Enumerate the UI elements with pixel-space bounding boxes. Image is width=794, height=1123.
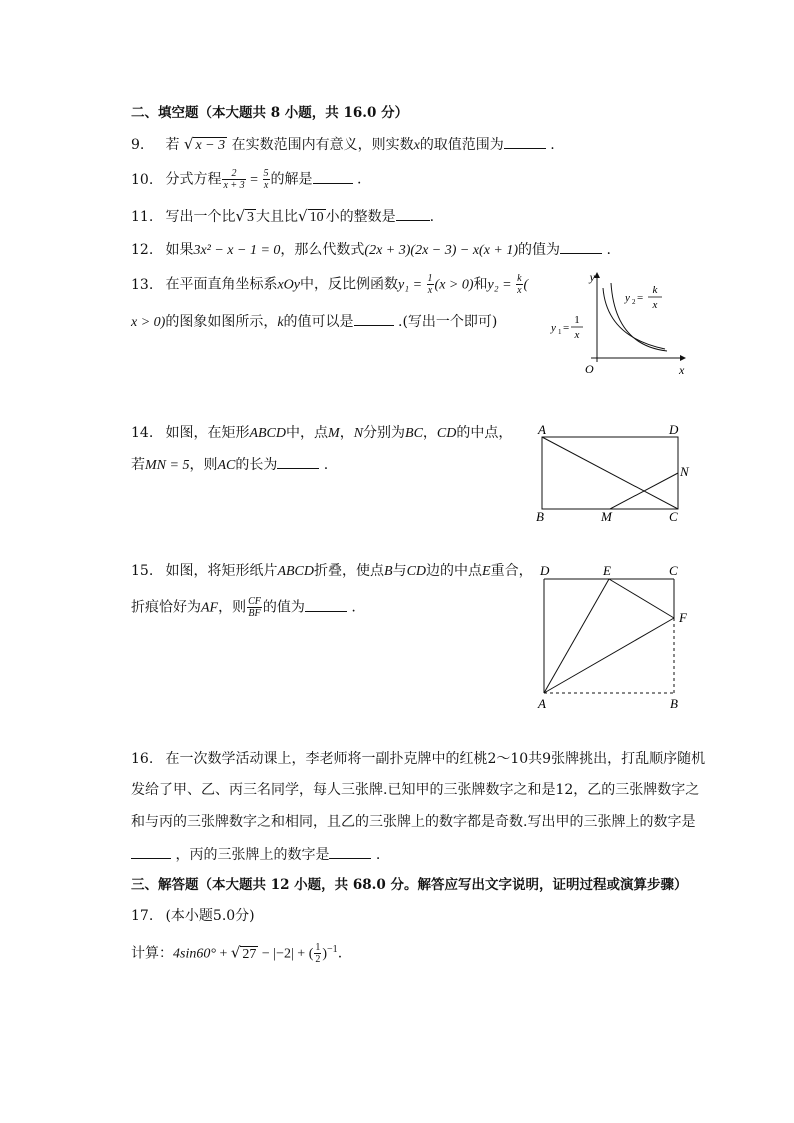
figure-13-graph — [545, 265, 695, 380]
q14-m: M — [328, 426, 340, 441]
label-d: D — [669, 422, 679, 437]
q15-fraction: $\frac{CF}{BF}$ — [248, 596, 261, 619]
q15-text: 的值为 — [262, 599, 305, 616]
q17-fraction: $\frac{1}{2}$ — [315, 942, 321, 966]
q10-pre: 分式方程 — [165, 171, 222, 188]
y2-eq: = — [637, 292, 644, 304]
q15-number: 15. — [131, 563, 154, 579]
label-a: A — [538, 422, 546, 437]
q17-paren-close: ) — [322, 946, 328, 962]
question-13-line-2 — [131, 311, 497, 333]
q13-text: 的值可以是 — [283, 314, 354, 330]
q13-k: k — [277, 315, 284, 330]
label-e: E — [603, 563, 611, 578]
q10-number: 10. — [131, 171, 154, 188]
label-f: F — [679, 610, 687, 625]
question-17-header — [131, 906, 255, 926]
q15-af: AF — [201, 600, 219, 616]
y1-label: y — [551, 322, 556, 334]
q10-fraction-2: $\frac{5}{x}$ — [263, 168, 269, 191]
q14-text: 如图，在矩形 — [165, 425, 250, 441]
q13-xoy: xOy — [277, 277, 300, 293]
question-15-line-1 — [131, 561, 533, 582]
q16-end: . — [375, 847, 381, 863]
question-16-line-2: 发给了甲、乙、丙三名同学，每人三张牌.已知甲的三张牌数字之和是12，乙的三张牌数字之 — [131, 782, 700, 798]
q9-number: 9. — [131, 137, 145, 153]
q12-answer-blank[interactable] — [560, 239, 602, 254]
q12-expr-1: 3x² − x − 1 = 0 — [193, 243, 281, 258]
y1-numerator: 1 — [574, 314, 580, 326]
q15-text: 折痕恰好为 — [131, 599, 201, 616]
q17-text: 计算： — [131, 945, 173, 962]
question-15-line-2 — [131, 596, 356, 619]
q15-e: E — [482, 564, 491, 579]
q14-abcd: ABCD — [249, 426, 287, 441]
q12-expr-2: (2x + 3)(2x − 3) − x(x + 1) — [364, 243, 519, 258]
q15-cd: CD — [406, 564, 427, 579]
q14-answer-blank[interactable] — [277, 454, 319, 469]
q9-post2: 的取值范围为 — [419, 137, 504, 153]
question-16-line-3: 和与丙的三张牌数字之和相同，且乙的三张牌上的数字都是奇数.写出甲的三张牌上的数字是 — [131, 814, 696, 830]
sqrt-symbol: √ — [298, 207, 308, 225]
figure-15-fold — [530, 560, 700, 715]
q13-answer-blank[interactable] — [354, 311, 394, 326]
q14-mn: MN = 5 — [145, 458, 190, 473]
question-17-body — [131, 940, 342, 965]
q11-end: . — [429, 209, 435, 225]
q14-ac: AC — [217, 458, 236, 473]
q15-text: ，则 — [218, 599, 247, 616]
q11-root-2: 10 — [309, 210, 324, 225]
label-m: M — [601, 509, 612, 524]
question-9 — [131, 134, 555, 156]
question-16-line-4 — [131, 844, 380, 865]
segment-ef — [609, 579, 674, 618]
q15-text: 与 — [392, 563, 407, 579]
q13-cond-2: x > 0) — [131, 315, 166, 330]
q14-end: . — [323, 457, 329, 473]
q17-exponent: −1 — [327, 944, 338, 955]
y2-numerator: k — [652, 284, 658, 296]
q9-pre: 若 — [165, 137, 180, 153]
q17-number: 17. — [131, 908, 154, 924]
question-11 — [131, 206, 434, 227]
q11-mid: 大且比 — [256, 209, 299, 225]
q16-answer-blank-2[interactable] — [329, 844, 371, 859]
q14-number: 14. — [131, 425, 154, 441]
label-a: A — [538, 696, 546, 711]
origin-label: O — [585, 362, 594, 376]
q14-comma: ， — [422, 425, 437, 441]
q17-end: . — [337, 945, 343, 962]
q16-number: 16. — [131, 751, 154, 767]
section3-title: 三、解答题（本大题共 12 小题，共 68.0 分。解答应写出文字说明，证明过程或演算步骤） — [131, 877, 688, 893]
section2-title: 二、填空题（本大题共 8 小题，共 16.0 分） — [131, 105, 409, 121]
sqrt-symbol: √ — [230, 943, 241, 962]
y1-eq: = — [563, 322, 570, 334]
question-14-line-1 — [131, 423, 512, 444]
q15-answer-blank[interactable] — [305, 597, 347, 612]
segment-af — [544, 618, 674, 693]
q11-answer-blank[interactable] — [396, 206, 430, 221]
q13-fraction-2: $\frac{k}{x}$ — [517, 273, 522, 296]
q15-end: . — [351, 599, 356, 616]
segment-ae — [544, 579, 609, 693]
y2-subscript: 2 — [632, 298, 636, 306]
label-c: C — [669, 563, 678, 578]
question-13-line-1 — [131, 273, 528, 296]
question-12 — [131, 239, 611, 261]
q9-var: x — [413, 138, 420, 153]
q14-text: 的中点， — [456, 425, 513, 441]
q10-post: 的解是 — [270, 171, 313, 188]
q10-answer-blank[interactable] — [313, 169, 353, 184]
q9-post: 在实数范围内有意义，则实数 — [231, 137, 414, 153]
q11-pre: 写出一个比 — [165, 209, 236, 225]
q12-pre: 如果 — [165, 242, 194, 258]
label-d: D — [540, 563, 550, 578]
q14-comma: ， — [339, 425, 354, 441]
y1-denominator: x — [574, 329, 580, 341]
q15-b: B — [384, 564, 393, 579]
q13-fraction-1: $\frac{1}{x}$ — [427, 273, 433, 296]
q12-post: 的值为 — [518, 242, 561, 258]
q15-text: 折叠，使点 — [314, 563, 385, 579]
q9-end: . — [550, 137, 555, 153]
q13-cond: (x > 0) — [434, 277, 474, 293]
q17-root: 27 — [242, 946, 257, 962]
q9-answer-blank[interactable] — [504, 134, 546, 149]
q15-abcd: ABCD — [277, 564, 315, 579]
label-b: B — [670, 696, 678, 711]
q13-text: 的图象如图所示， — [165, 314, 278, 330]
label-n: N — [680, 464, 689, 479]
q15-text: 如图，将矩形纸片 — [165, 563, 278, 579]
q17-paren-open: ( — [308, 946, 314, 962]
label-b: B — [536, 509, 544, 524]
q17-plus: + — [215, 946, 231, 962]
y-axis-label: y — [589, 270, 595, 284]
q10-eq: = — [246, 172, 262, 188]
q12-number: 12. — [131, 242, 154, 258]
q14-bc: BC — [405, 426, 423, 441]
y2-denominator: x — [652, 299, 658, 311]
q14-n: N — [353, 426, 364, 441]
q17-term-2: − |−2| + — [258, 946, 309, 962]
label-c: C — [669, 509, 678, 524]
q13-end: .(写出一个即可) — [398, 314, 498, 330]
q12-end: . — [606, 242, 611, 258]
segment-ac — [542, 437, 678, 509]
q11-post: 小的整数是 — [325, 209, 396, 225]
q15-text: 边的中点 — [426, 563, 483, 579]
q13-number: 13. — [131, 276, 154, 293]
q10-fraction-1: $\frac{2}{x + 3}$ — [223, 168, 245, 191]
q11-number: 11. — [131, 209, 154, 225]
q16-answer-blank-1[interactable] — [131, 844, 171, 859]
q17-term-1: 4sin60° — [173, 946, 216, 962]
q9-radicand: x − 3 — [195, 138, 226, 153]
q12-mid: ，那么代数式 — [280, 242, 365, 258]
question-14-line-2 — [131, 454, 328, 476]
q14-text: 分别为 — [363, 425, 406, 441]
q11-root-1: 3 — [247, 210, 255, 225]
q17-score: (本小题5.0分) — [165, 908, 255, 924]
x-axis-label: x — [679, 363, 685, 377]
q14-text: 的长为 — [235, 457, 278, 473]
q13-text: 中，反比例函数 — [300, 276, 398, 293]
y1-subscript: 1 — [558, 328, 562, 336]
q14-text: 若 — [131, 457, 145, 473]
q13-y2: y₂ = — [487, 277, 516, 293]
sqrt-symbol: √ — [183, 135, 194, 153]
q14-text: 中，点 — [286, 425, 329, 441]
q13-open: ( — [523, 277, 529, 293]
q13-y1: y₁ = — [398, 277, 426, 293]
q14-cd: CD — [436, 426, 457, 441]
q13-and: 和 — [473, 276, 488, 293]
q16-text: ，丙的三张牌上的数字是 — [175, 847, 330, 863]
question-10 — [131, 168, 361, 191]
q10-end: . — [357, 171, 362, 188]
q14-text: ，则 — [189, 457, 218, 473]
q13-text: 在平面直角坐标系 — [165, 276, 278, 293]
y2-label: y — [625, 292, 630, 304]
sqrt-symbol: √ — [235, 207, 246, 225]
figure-14-rectangle — [530, 420, 700, 525]
q15-text: 重合， — [490, 563, 533, 579]
question-16-line-1 — [131, 749, 705, 769]
q16-text: 在一次数学活动课上，李老师将一副扑克牌中的红桃2～10共9张牌挑出，打乱顺序随机 — [165, 751, 706, 767]
